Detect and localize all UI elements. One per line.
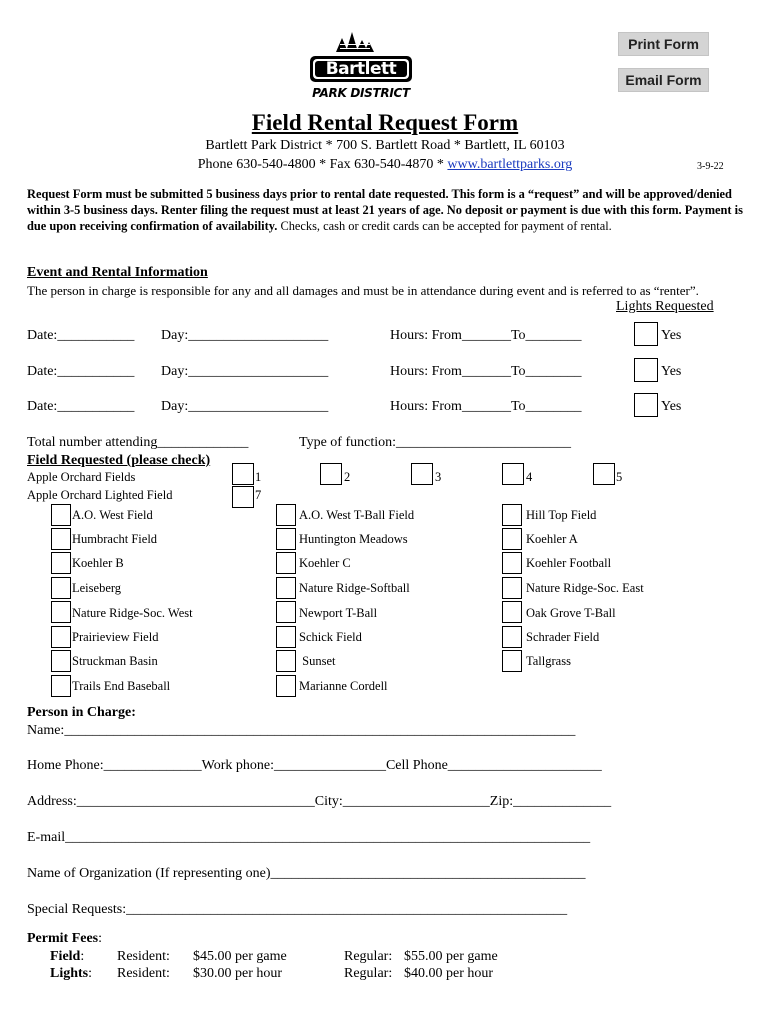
field-checkbox-marianne-cordell[interactable]: [276, 675, 296, 697]
field-checkbox-ao-west[interactable]: [51, 504, 71, 526]
field-label-sunset: Sunset: [299, 654, 336, 668]
ao-field-4-checkbox[interactable]: [502, 463, 524, 485]
field-checkbox-koehler-a[interactable]: [502, 528, 522, 550]
notice-normal: Checks, cash or credit cards can be accepted for payment of rental.: [277, 219, 612, 233]
ao-field-2-number: 2: [344, 470, 351, 484]
person-in-charge-heading: Person in Charge:: [27, 705, 136, 720]
hours-field-3[interactable]: Hours: From_______To________: [390, 399, 582, 414]
lights-resident-fee: $30.00 per hour: [193, 966, 283, 981]
lights-checkbox-1[interactable]: [634, 322, 658, 346]
field-checkbox-struckman[interactable]: [51, 650, 71, 672]
field-resident-fee: $45.00 per game: [193, 949, 287, 964]
field-label-oak-grove-tball: Oak Grove T-Ball: [526, 606, 616, 620]
ao-field-5-checkbox[interactable]: [593, 463, 615, 485]
field-label-koehler-c: Koehler C: [299, 556, 351, 570]
field-label-ao-west: A.O. West Field: [72, 508, 153, 522]
day-field-1[interactable]: Day:____________________: [161, 328, 329, 343]
lights-yes-label-3: Yes: [661, 399, 682, 414]
ao-field-5-number: 5: [616, 470, 623, 484]
field-regular-fee: $55.00 per game: [404, 949, 498, 964]
field-label-schick: Schick Field: [299, 630, 362, 644]
date-field-3[interactable]: Date:___________: [27, 399, 135, 414]
field-checkbox-koehler-football[interactable]: [502, 552, 522, 574]
field-checkbox-koehler-b[interactable]: [51, 552, 71, 574]
ao-field-4-number: 4: [526, 470, 533, 484]
function-type-field[interactable]: Type of function:_________________________: [299, 435, 571, 450]
field-checkbox-huntington[interactable]: [276, 528, 296, 550]
special-requests-field[interactable]: Special Requests:_______________________________________________________________: [27, 902, 568, 917]
field-checkbox-ao-west-tball[interactable]: [276, 504, 296, 526]
field-checkbox-leiseberg[interactable]: [51, 577, 71, 599]
total-attending-field[interactable]: Total number attending_____________: [27, 435, 249, 450]
ao-field-3-number: 3: [435, 470, 442, 484]
field-checkbox-nature-ridge-softball[interactable]: [276, 577, 296, 599]
field-label-marianne-cordell: Marianne Cordell: [299, 679, 388, 693]
field-checkbox-sunset[interactable]: [276, 650, 296, 672]
field-checkbox-nature-ridge-soc-west[interactable]: [51, 601, 71, 623]
field-label-humbracht: Humbracht Field: [72, 532, 158, 546]
field-label-nature-ridge-soc-west: Nature Ridge-Soc. West: [72, 606, 193, 620]
ao-field-2-checkbox[interactable]: [320, 463, 342, 485]
field-label-prairieview: Prairieview Field: [72, 630, 159, 644]
lights-regular-fee: $40.00 per hour: [404, 966, 494, 981]
field-checkbox-humbracht[interactable]: [51, 528, 71, 550]
day-field-2[interactable]: Day:____________________: [161, 364, 329, 379]
date-field-2[interactable]: Date:___________: [27, 364, 135, 379]
ao-field-3-checkbox[interactable]: [411, 463, 433, 485]
field-checkbox-schrader[interactable]: [502, 626, 522, 648]
notice-bold: Request Form must be submitted 5 business days prior to rental date requested. This form is a “request” and will be approved/denied within 3-5 business days. Renter filing the request must at least 21 years of age. No deposit or payment is due with this form. Payment is due upon receiving confirmation of availability.: [27, 187, 743, 233]
apple-orchard-lighted-label: Apple Orchard Lighted Field: [27, 488, 173, 502]
field-fee-label: Field:: [50, 949, 85, 964]
field-label-koehler-football: Koehler Football: [526, 556, 612, 570]
name-field[interactable]: Name:_________________________________________________________________________: [27, 723, 576, 738]
logo-subtitle: PARK DISTRICT: [312, 86, 410, 100]
print-form-button[interactable]: Print Form: [618, 32, 709, 56]
lights-yes-label-2: Yes: [661, 364, 682, 379]
field-checkbox-koehler-c[interactable]: [276, 552, 296, 574]
event-description: The person in charge is responsible for any and all damages and must be in attendance during event and is referred to as “renter”.: [27, 283, 699, 298]
field-label-leiseberg: Leiseberg: [72, 581, 122, 595]
form-title: Field Rental Request Form: [251, 110, 519, 135]
field-label-tallgrass: Tallgrass: [526, 654, 571, 668]
field-checkbox-trails-end[interactable]: [51, 675, 71, 697]
event-heading: Event and Rental Information: [27, 265, 208, 280]
lights-resident-label: Resident:: [117, 966, 170, 981]
field-label-ao-west-tball: A.O. West T-Ball Field: [299, 508, 415, 522]
hours-field-1[interactable]: Hours: From_______To________: [390, 328, 582, 343]
address-fields[interactable]: Address:__________________________________City:_____________________Zip:______________: [27, 794, 612, 809]
field-regular-label: Regular:: [344, 949, 393, 964]
day-field-3[interactable]: Day:____________________: [161, 399, 329, 414]
header-phone: Phone 630-540-4800 * Fax 630-540-4870 *: [197, 157, 448, 172]
field-checkbox-newport-tball[interactable]: [276, 601, 296, 623]
field-label-newport-tball: Newport T-Ball: [299, 606, 378, 620]
field-checkbox-nature-ridge-soc-east[interactable]: [502, 577, 522, 599]
website-link[interactable]: www.bartlettparks.org: [447, 157, 573, 172]
date-field-1[interactable]: Date:___________: [27, 328, 135, 343]
field-label-struckman: Struckman Basin: [72, 654, 158, 668]
header-address: Bartlett Park District * 700 S. Bartlett Road * Bartlett, IL 60103: [205, 138, 565, 153]
email-field[interactable]: E-mail___________________________________________________________________________: [27, 830, 591, 845]
field-checkbox-hill-top[interactable]: [502, 504, 522, 526]
field-requested-heading: Field Requested (please check): [27, 453, 211, 468]
field-label-koehler-b: Koehler B: [72, 556, 124, 570]
hours-field-2[interactable]: Hours: From_______To________: [390, 364, 582, 379]
field-checkbox-schick[interactable]: [276, 626, 296, 648]
ao-field-1-checkbox[interactable]: [232, 463, 254, 485]
ao-lighted-field-7-number: 7: [255, 488, 262, 502]
lights-fee-label: Lights:: [50, 966, 93, 981]
field-label-trails-end: Trails End Baseball: [72, 679, 171, 693]
apple-orchard-fields-label: Apple Orchard Fields: [27, 470, 136, 484]
field-resident-label: Resident:: [117, 949, 170, 964]
email-form-button[interactable]: Email Form: [618, 68, 709, 92]
revision-date: 3-9-22: [697, 161, 724, 172]
logo-wordmark: Bartlett: [325, 59, 397, 79]
field-label-nature-ridge-softball: Nature Ridge-Softball: [299, 581, 410, 595]
bartlett-park-district-logo: [306, 28, 416, 102]
field-checkbox-prairieview[interactable]: [51, 626, 71, 648]
field-label-huntington: Huntington Meadows: [299, 532, 408, 546]
permit-fees-heading: Permit Fees:: [27, 931, 103, 946]
field-checkbox-oak-grove-tball[interactable]: [502, 601, 522, 623]
organization-field[interactable]: Name of Organization (If representing one)_____________________________________________: [27, 866, 586, 881]
phone-fields[interactable]: Home Phone:______________Work phone:________________Cell Phone______________________: [27, 758, 602, 773]
notice-paragraph: [27, 186, 747, 234]
field-label-schrader: Schrader Field: [526, 630, 600, 644]
lights-requested-heading: Lights Requested: [616, 299, 714, 314]
ao-field-1-number: 1: [255, 470, 262, 484]
field-label-nature-ridge-soc-east: Nature Ridge-Soc. East: [526, 581, 644, 595]
ao-lighted-field-7-checkbox[interactable]: [232, 486, 254, 508]
field-label-hill-top: Hill Top Field: [526, 508, 597, 522]
lights-checkbox-2[interactable]: [634, 358, 658, 382]
lights-yes-label-1: Yes: [661, 328, 682, 343]
field-label-koehler-a: Koehler A: [526, 532, 578, 546]
lights-checkbox-3[interactable]: [634, 393, 658, 417]
field-checkbox-tallgrass[interactable]: [502, 650, 522, 672]
lights-regular-label: Regular:: [344, 966, 393, 981]
header-contact: [0, 157, 770, 173]
